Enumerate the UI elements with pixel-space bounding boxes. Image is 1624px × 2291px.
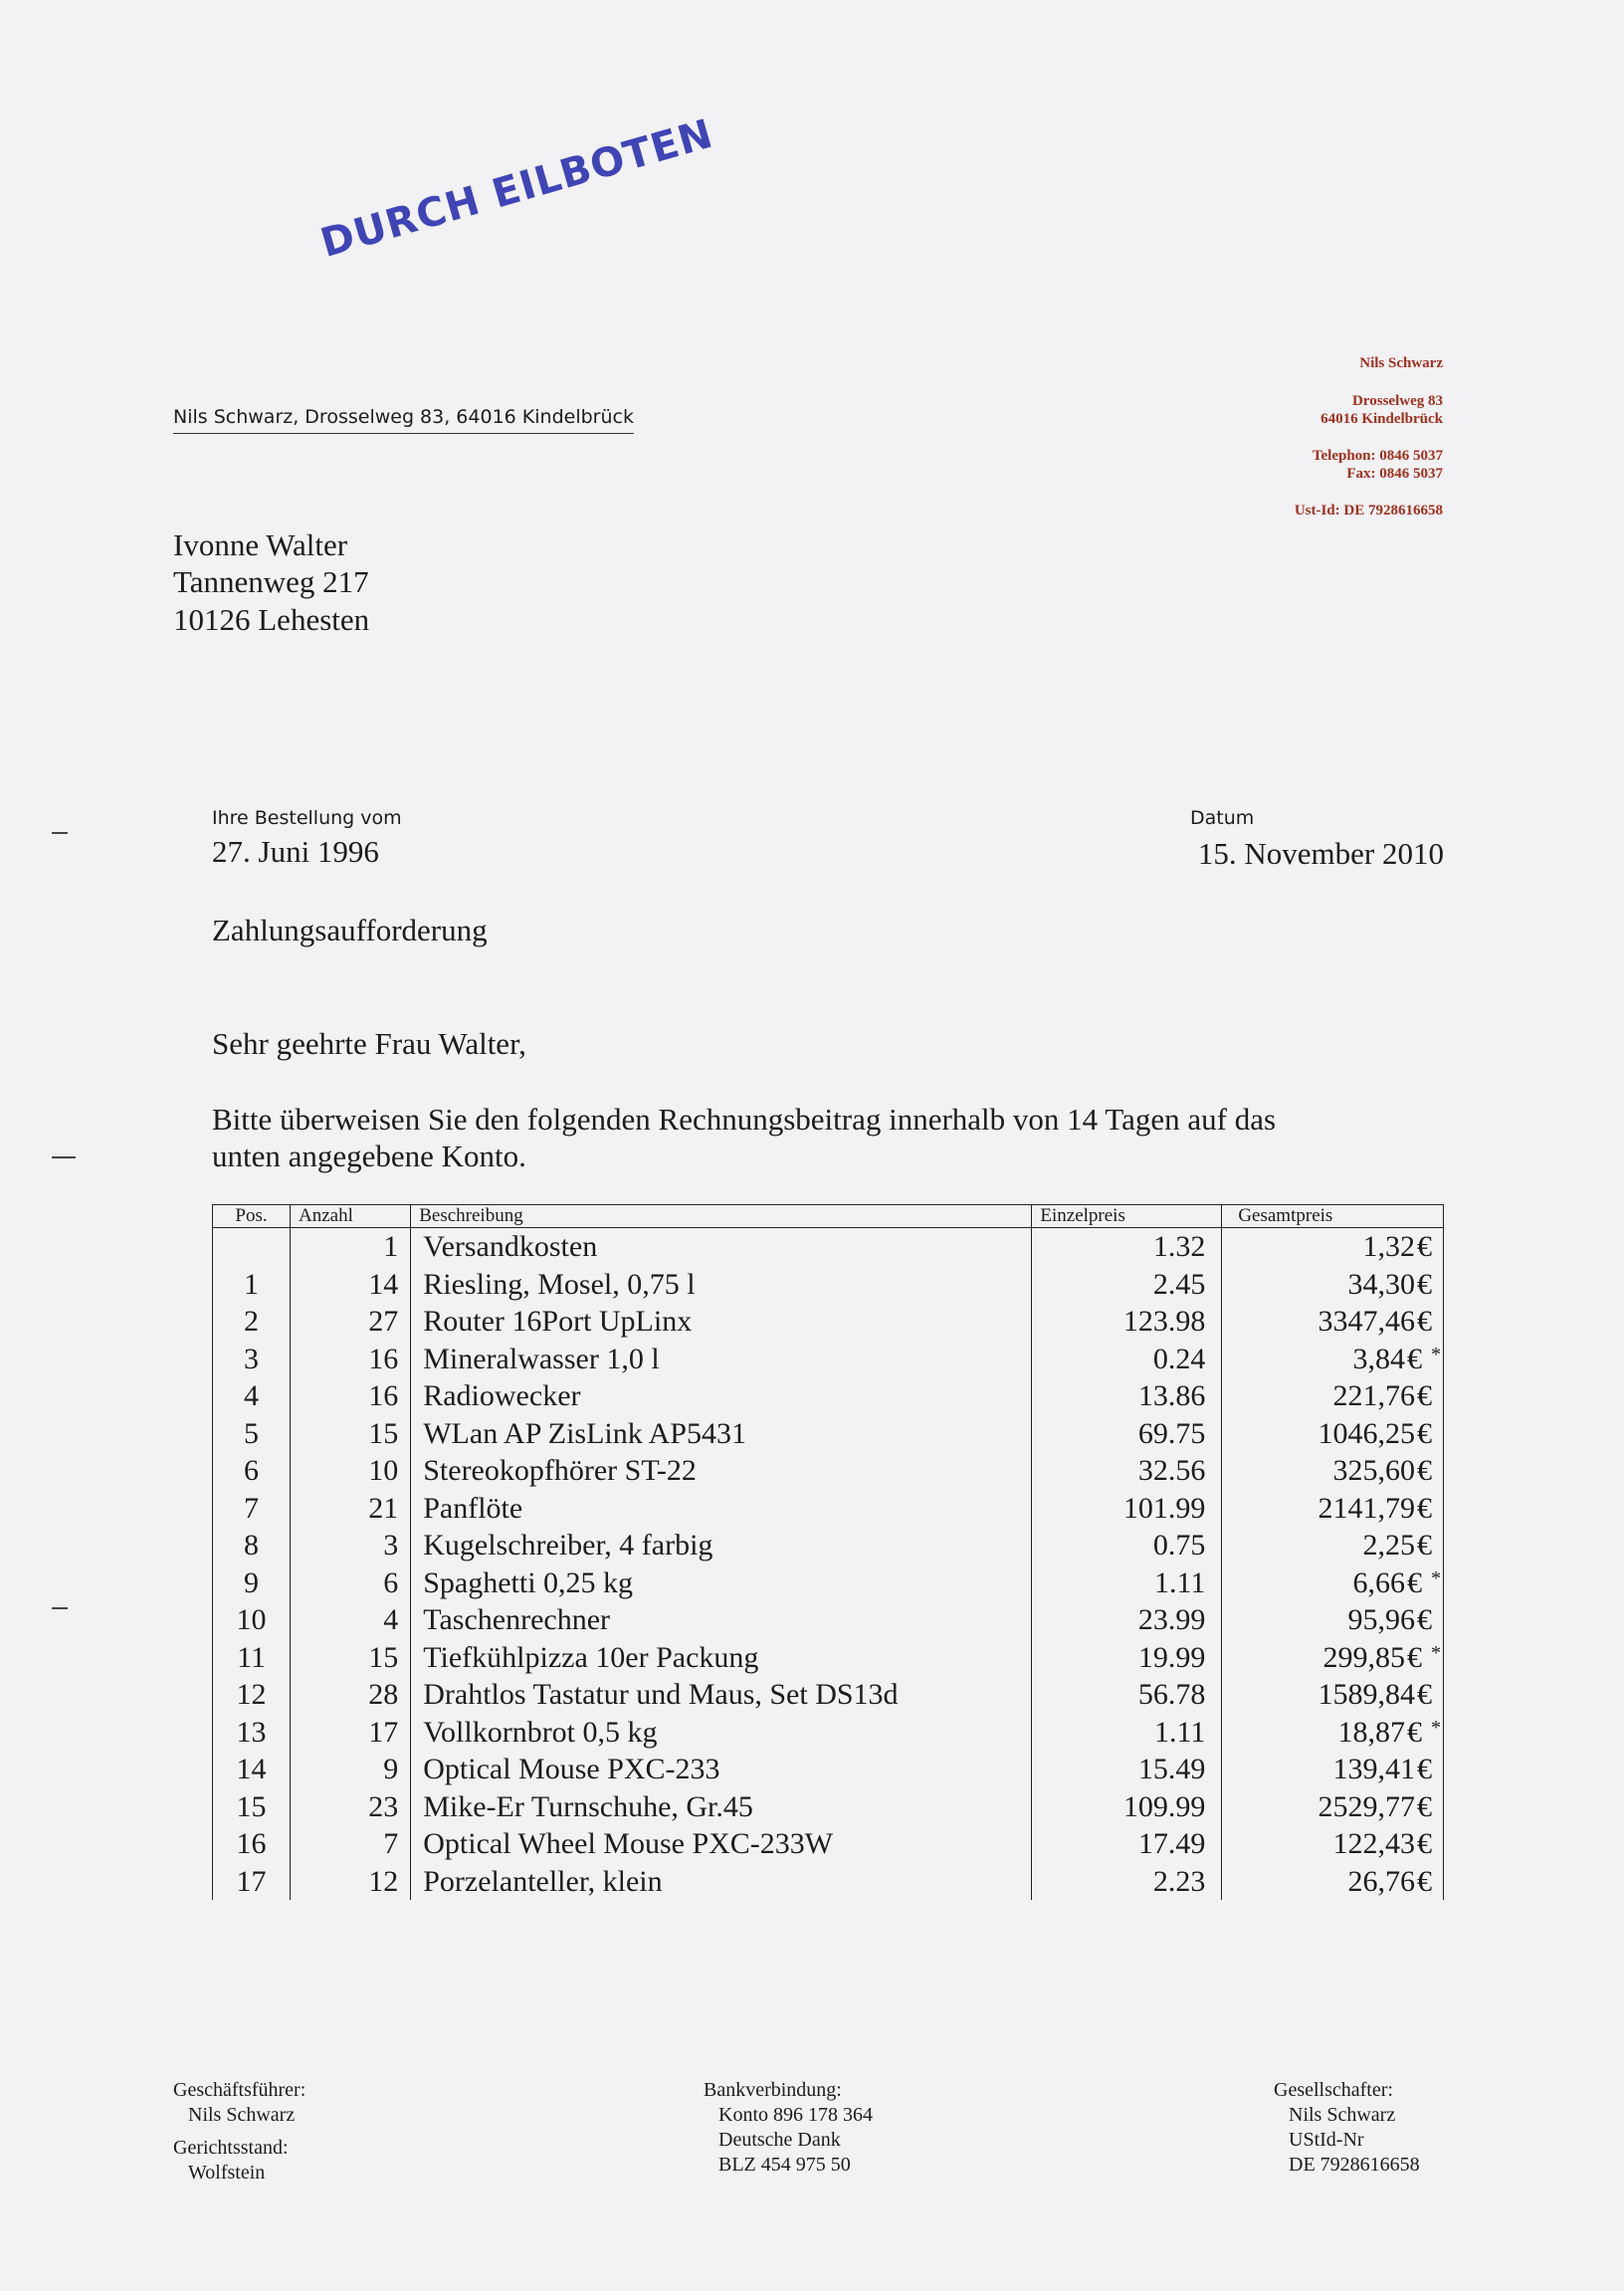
row-pos: 5 xyxy=(213,1415,291,1453)
row-pos: 12 xyxy=(213,1676,291,1714)
row-pos: 10 xyxy=(213,1601,291,1639)
row-quantity: 15 xyxy=(291,1639,411,1677)
row-pos: 4 xyxy=(213,1377,291,1415)
row-quantity: 28 xyxy=(291,1676,411,1714)
row-unit-price: 109.99 xyxy=(1032,1788,1222,1826)
phone-label: Telephon: xyxy=(1312,448,1376,464)
row-total-amount: 1,32 xyxy=(1362,1230,1415,1263)
reduced-vat-marker: * xyxy=(1431,1343,1441,1365)
row-unit-price: 2.45 xyxy=(1032,1266,1222,1304)
row-quantity: 6 xyxy=(291,1564,411,1602)
row-unit-price: 15.49 xyxy=(1032,1751,1222,1788)
row-total-price xyxy=(1222,1788,1444,1826)
row-total-price xyxy=(1222,1527,1444,1564)
row-description: Versandkosten xyxy=(411,1228,1032,1266)
order-date-label: Ihre Bestellung vom xyxy=(212,807,402,829)
table-row xyxy=(213,1564,1444,1602)
row-total-price xyxy=(1222,1415,1444,1453)
euro-sign: € xyxy=(1417,1379,1432,1412)
sender-street: Drosselweg 83 xyxy=(1352,393,1443,409)
row-pos: 13 xyxy=(213,1714,291,1752)
row-unit-price: 0.24 xyxy=(1032,1341,1222,1378)
row-unit-price: 2.23 xyxy=(1032,1863,1222,1901)
row-total-amount: 3,84 xyxy=(1352,1342,1405,1375)
table-row xyxy=(213,1751,1444,1788)
row-pos: 3 xyxy=(213,1341,291,1378)
row-description: Optical Wheel Mouse PXC-233W xyxy=(411,1825,1032,1863)
row-pos: 17 xyxy=(213,1863,291,1901)
reduced-vat-marker: * xyxy=(1431,1641,1441,1664)
partner-label: Gesellschafter: xyxy=(1274,2079,1393,2101)
body-text-line-2: unten angegebene Konto. xyxy=(212,1139,526,1173)
row-quantity: 3 xyxy=(291,1527,411,1564)
row-pos: 11 xyxy=(213,1639,291,1677)
euro-sign: € xyxy=(1417,1789,1432,1823)
row-description: Router 16Port UpLinx xyxy=(411,1303,1032,1341)
footer-bank xyxy=(704,2078,873,2178)
date-label: Datum xyxy=(1190,807,1255,829)
sender-fax-line xyxy=(1346,466,1443,483)
row-total-amount: 95,96 xyxy=(1347,1603,1415,1636)
row-description: Porzelanteller, klein xyxy=(411,1863,1032,1901)
footer-left xyxy=(173,2078,305,2186)
row-total-price xyxy=(1222,1452,1444,1490)
row-quantity: 16 xyxy=(291,1341,411,1378)
table-row xyxy=(213,1676,1444,1714)
header-pos: Pos. xyxy=(213,1205,291,1228)
express-delivery-stamp: DURCH EILBOTEN xyxy=(315,110,718,267)
euro-sign: € xyxy=(1417,1529,1432,1562)
fax-number: 0846 5037 xyxy=(1379,466,1443,482)
row-total-amount: 1589,84 xyxy=(1318,1678,1415,1711)
table-row xyxy=(213,1228,1444,1266)
header-unit-price: Einzelpreis xyxy=(1032,1205,1222,1228)
row-quantity: 27 xyxy=(291,1303,411,1341)
managing-director-label: Geschäftsführer: xyxy=(173,2079,306,2101)
row-unit-price: 1.32 xyxy=(1032,1228,1222,1266)
row-unit-price: 17.49 xyxy=(1032,1825,1222,1863)
row-total-amount: 26,76 xyxy=(1347,1864,1415,1898)
row-description: Tiefkühlpizza 10er Packung xyxy=(411,1639,1032,1677)
vat-id-label: UStId-Nr xyxy=(1289,2129,1364,2151)
row-total-amount: 2,25 xyxy=(1362,1529,1415,1562)
row-description: Mike-Er Turnschuhe, Gr.45 xyxy=(411,1788,1032,1826)
row-total-amount: 325,60 xyxy=(1332,1454,1415,1487)
recipient-city: 10126 Lehesten xyxy=(173,602,370,637)
row-total-price xyxy=(1222,1601,1444,1639)
row-pos: 9 xyxy=(213,1564,291,1602)
row-total-price xyxy=(1222,1751,1444,1788)
row-total-amount: 18,87 xyxy=(1337,1715,1405,1749)
row-total-amount: 299,85 xyxy=(1322,1640,1405,1674)
return-address: Nils Schwarz, Drosselweg 83, 64016 Kindelbrück xyxy=(173,406,634,434)
bank-name: Deutsche Dank xyxy=(718,2129,841,2151)
euro-sign: € xyxy=(1417,1603,1432,1636)
order-date: 27. Juni 1996 xyxy=(212,834,379,869)
row-total-amount: 221,76 xyxy=(1332,1379,1415,1412)
row-unit-price: 13.86 xyxy=(1032,1377,1222,1415)
row-quantity: 21 xyxy=(291,1490,411,1528)
row-quantity: 17 xyxy=(291,1714,411,1752)
table-row xyxy=(213,1527,1444,1564)
sender-ustid-line xyxy=(1295,503,1443,520)
row-total-price xyxy=(1222,1490,1444,1528)
table-row xyxy=(213,1490,1444,1528)
euro-sign: € xyxy=(1407,1715,1422,1749)
row-quantity: 23 xyxy=(291,1788,411,1826)
table-row xyxy=(213,1825,1444,1863)
row-quantity: 7 xyxy=(291,1825,411,1863)
euro-sign: € xyxy=(1417,1454,1432,1487)
invoice-table xyxy=(212,1204,1444,1900)
row-total-price xyxy=(1222,1825,1444,1863)
table-row xyxy=(213,1266,1444,1304)
header-total-price: Gesamtpreis xyxy=(1222,1205,1444,1228)
euro-sign: € xyxy=(1417,1416,1432,1450)
row-quantity: 1 xyxy=(291,1228,411,1266)
subject: Zahlungsaufforderung xyxy=(212,913,488,947)
row-description: Taschenrechner xyxy=(411,1601,1032,1639)
reduced-vat-marker: * xyxy=(1431,1716,1441,1739)
recipient-name: Ivonne Walter xyxy=(173,527,348,562)
punch-mark xyxy=(52,1156,76,1158)
table-row xyxy=(213,1377,1444,1415)
phone-number: 0846 5037 xyxy=(1379,448,1443,464)
sender-phone-line xyxy=(1313,448,1443,465)
sender-city: 64016 Kindelbrück xyxy=(1320,411,1443,427)
row-description: Riesling, Mosel, 0,75 l xyxy=(411,1266,1032,1304)
row-unit-price: 123.98 xyxy=(1032,1303,1222,1341)
row-unit-price: 23.99 xyxy=(1032,1601,1222,1639)
row-pos xyxy=(213,1228,291,1266)
row-total-amount: 1046,25 xyxy=(1318,1416,1415,1450)
row-pos: 7 xyxy=(213,1490,291,1528)
euro-sign: € xyxy=(1407,1640,1422,1674)
row-pos: 8 xyxy=(213,1527,291,1564)
row-quantity: 9 xyxy=(291,1751,411,1788)
table-row xyxy=(213,1601,1444,1639)
row-unit-price: 69.75 xyxy=(1032,1415,1222,1453)
row-description: Optical Mouse PXC-233 xyxy=(411,1751,1032,1788)
euro-sign: € xyxy=(1417,1491,1432,1525)
court-value: Wolfstein xyxy=(188,2162,266,2184)
row-pos: 1 xyxy=(213,1266,291,1304)
row-total-price xyxy=(1222,1228,1444,1266)
row-description: Mineralwasser 1,0 l xyxy=(411,1341,1032,1378)
row-total-price xyxy=(1222,1266,1444,1304)
row-quantity: 12 xyxy=(291,1863,411,1901)
euro-sign: € xyxy=(1417,1678,1432,1711)
invoice-table-body xyxy=(213,1228,1444,1901)
table-row xyxy=(213,1863,1444,1901)
footer-right xyxy=(1274,2078,1420,2178)
row-pos: 6 xyxy=(213,1452,291,1490)
letter-date: 15. November 2010 xyxy=(1197,836,1444,871)
euro-sign: € xyxy=(1417,1230,1432,1263)
bank-blz: BLZ 454 975 50 xyxy=(718,2154,851,2176)
row-quantity: 10 xyxy=(291,1452,411,1490)
row-unit-price: 32.56 xyxy=(1032,1452,1222,1490)
row-total-amount: 2529,77 xyxy=(1318,1789,1415,1823)
fold-mark-bottom xyxy=(52,1607,68,1609)
row-description: WLan AP ZisLink AP5431 xyxy=(411,1415,1032,1453)
ustid-label: Ust-Id: xyxy=(1294,503,1340,519)
row-total-amount: 2141,79 xyxy=(1318,1491,1415,1525)
header-description: Beschreibung xyxy=(411,1205,1032,1228)
row-pos: 14 xyxy=(213,1751,291,1788)
row-total-price xyxy=(1222,1341,1444,1378)
table-row xyxy=(213,1415,1444,1453)
euro-sign: € xyxy=(1407,1342,1422,1375)
row-description: Kugelschreiber, 4 farbig xyxy=(411,1527,1032,1564)
row-total-price xyxy=(1222,1564,1444,1602)
euro-sign: € xyxy=(1417,1753,1432,1785)
row-description: Vollkornbrot 0,5 kg xyxy=(411,1714,1032,1752)
fold-mark-top xyxy=(52,832,68,834)
row-unit-price: 101.99 xyxy=(1032,1490,1222,1528)
row-description: Radiowecker xyxy=(411,1377,1032,1415)
row-pos: 15 xyxy=(213,1788,291,1826)
row-total-amount: 139,41 xyxy=(1332,1753,1415,1785)
row-quantity: 16 xyxy=(291,1377,411,1415)
salutation: Sehr geehrte Frau Walter, xyxy=(212,1026,526,1061)
row-total-price xyxy=(1222,1714,1444,1752)
table-row xyxy=(213,1341,1444,1378)
recipient-street: Tannenweg 217 xyxy=(173,564,369,599)
row-description: Stereokopfhörer ST-22 xyxy=(411,1452,1032,1490)
row-pos: 16 xyxy=(213,1825,291,1863)
euro-sign: € xyxy=(1407,1565,1422,1599)
table-row xyxy=(213,1303,1444,1341)
bank-account: Konto 896 178 364 xyxy=(718,2104,873,2126)
row-pos: 2 xyxy=(213,1303,291,1341)
table-row xyxy=(213,1452,1444,1490)
row-unit-price: 1.11 xyxy=(1032,1714,1222,1752)
row-total-price xyxy=(1222,1639,1444,1677)
court-label: Gerichtsstand: xyxy=(173,2137,289,2159)
managing-director-name: Nils Schwarz xyxy=(188,2104,296,2126)
row-quantity: 15 xyxy=(291,1415,411,1453)
reduced-vat-marker: * xyxy=(1431,1566,1441,1589)
row-unit-price: 1.11 xyxy=(1032,1564,1222,1602)
row-quantity: 14 xyxy=(291,1266,411,1304)
euro-sign: € xyxy=(1417,1864,1432,1898)
fax-label: Fax: xyxy=(1346,466,1376,482)
row-total-amount: 6,66 xyxy=(1352,1565,1405,1599)
bank-label: Bankverbindung: xyxy=(704,2079,842,2101)
row-unit-price: 0.75 xyxy=(1032,1527,1222,1564)
row-total-price xyxy=(1222,1303,1444,1341)
partner-name: Nils Schwarz xyxy=(1289,2104,1396,2126)
sender-name: Nils Schwarz xyxy=(1359,355,1443,371)
row-unit-price: 19.99 xyxy=(1032,1639,1222,1677)
euro-sign: € xyxy=(1417,1267,1432,1301)
row-total-amount: 3347,46 xyxy=(1318,1305,1415,1338)
row-unit-price: 56.78 xyxy=(1032,1676,1222,1714)
header-qty: Anzahl xyxy=(291,1205,411,1228)
row-total-amount: 122,43 xyxy=(1332,1827,1415,1860)
row-total-amount: 34,30 xyxy=(1347,1267,1415,1301)
table-row xyxy=(213,1714,1444,1752)
row-total-price xyxy=(1222,1863,1444,1901)
euro-sign: € xyxy=(1417,1305,1432,1338)
row-quantity: 4 xyxy=(291,1601,411,1639)
euro-sign: € xyxy=(1417,1827,1432,1860)
table-row xyxy=(213,1788,1444,1826)
vat-id-value: DE 7928616658 xyxy=(1289,2154,1420,2176)
row-description: Drahtlos Tastatur und Maus, Set DS13d xyxy=(411,1676,1032,1714)
table-header-row xyxy=(213,1205,1444,1228)
row-description: Spaghetti 0,25 kg xyxy=(411,1564,1032,1602)
body-text-line-1: Bitte überweisen Sie den folgenden Rechnungsbeitrag innerhalb von 14 Tagen auf das xyxy=(212,1102,1277,1137)
row-total-price xyxy=(1222,1676,1444,1714)
row-description: Panflöte xyxy=(411,1490,1032,1528)
ustid-value: DE 7928616658 xyxy=(1343,503,1443,519)
table-row xyxy=(213,1639,1444,1677)
row-total-price xyxy=(1222,1377,1444,1415)
